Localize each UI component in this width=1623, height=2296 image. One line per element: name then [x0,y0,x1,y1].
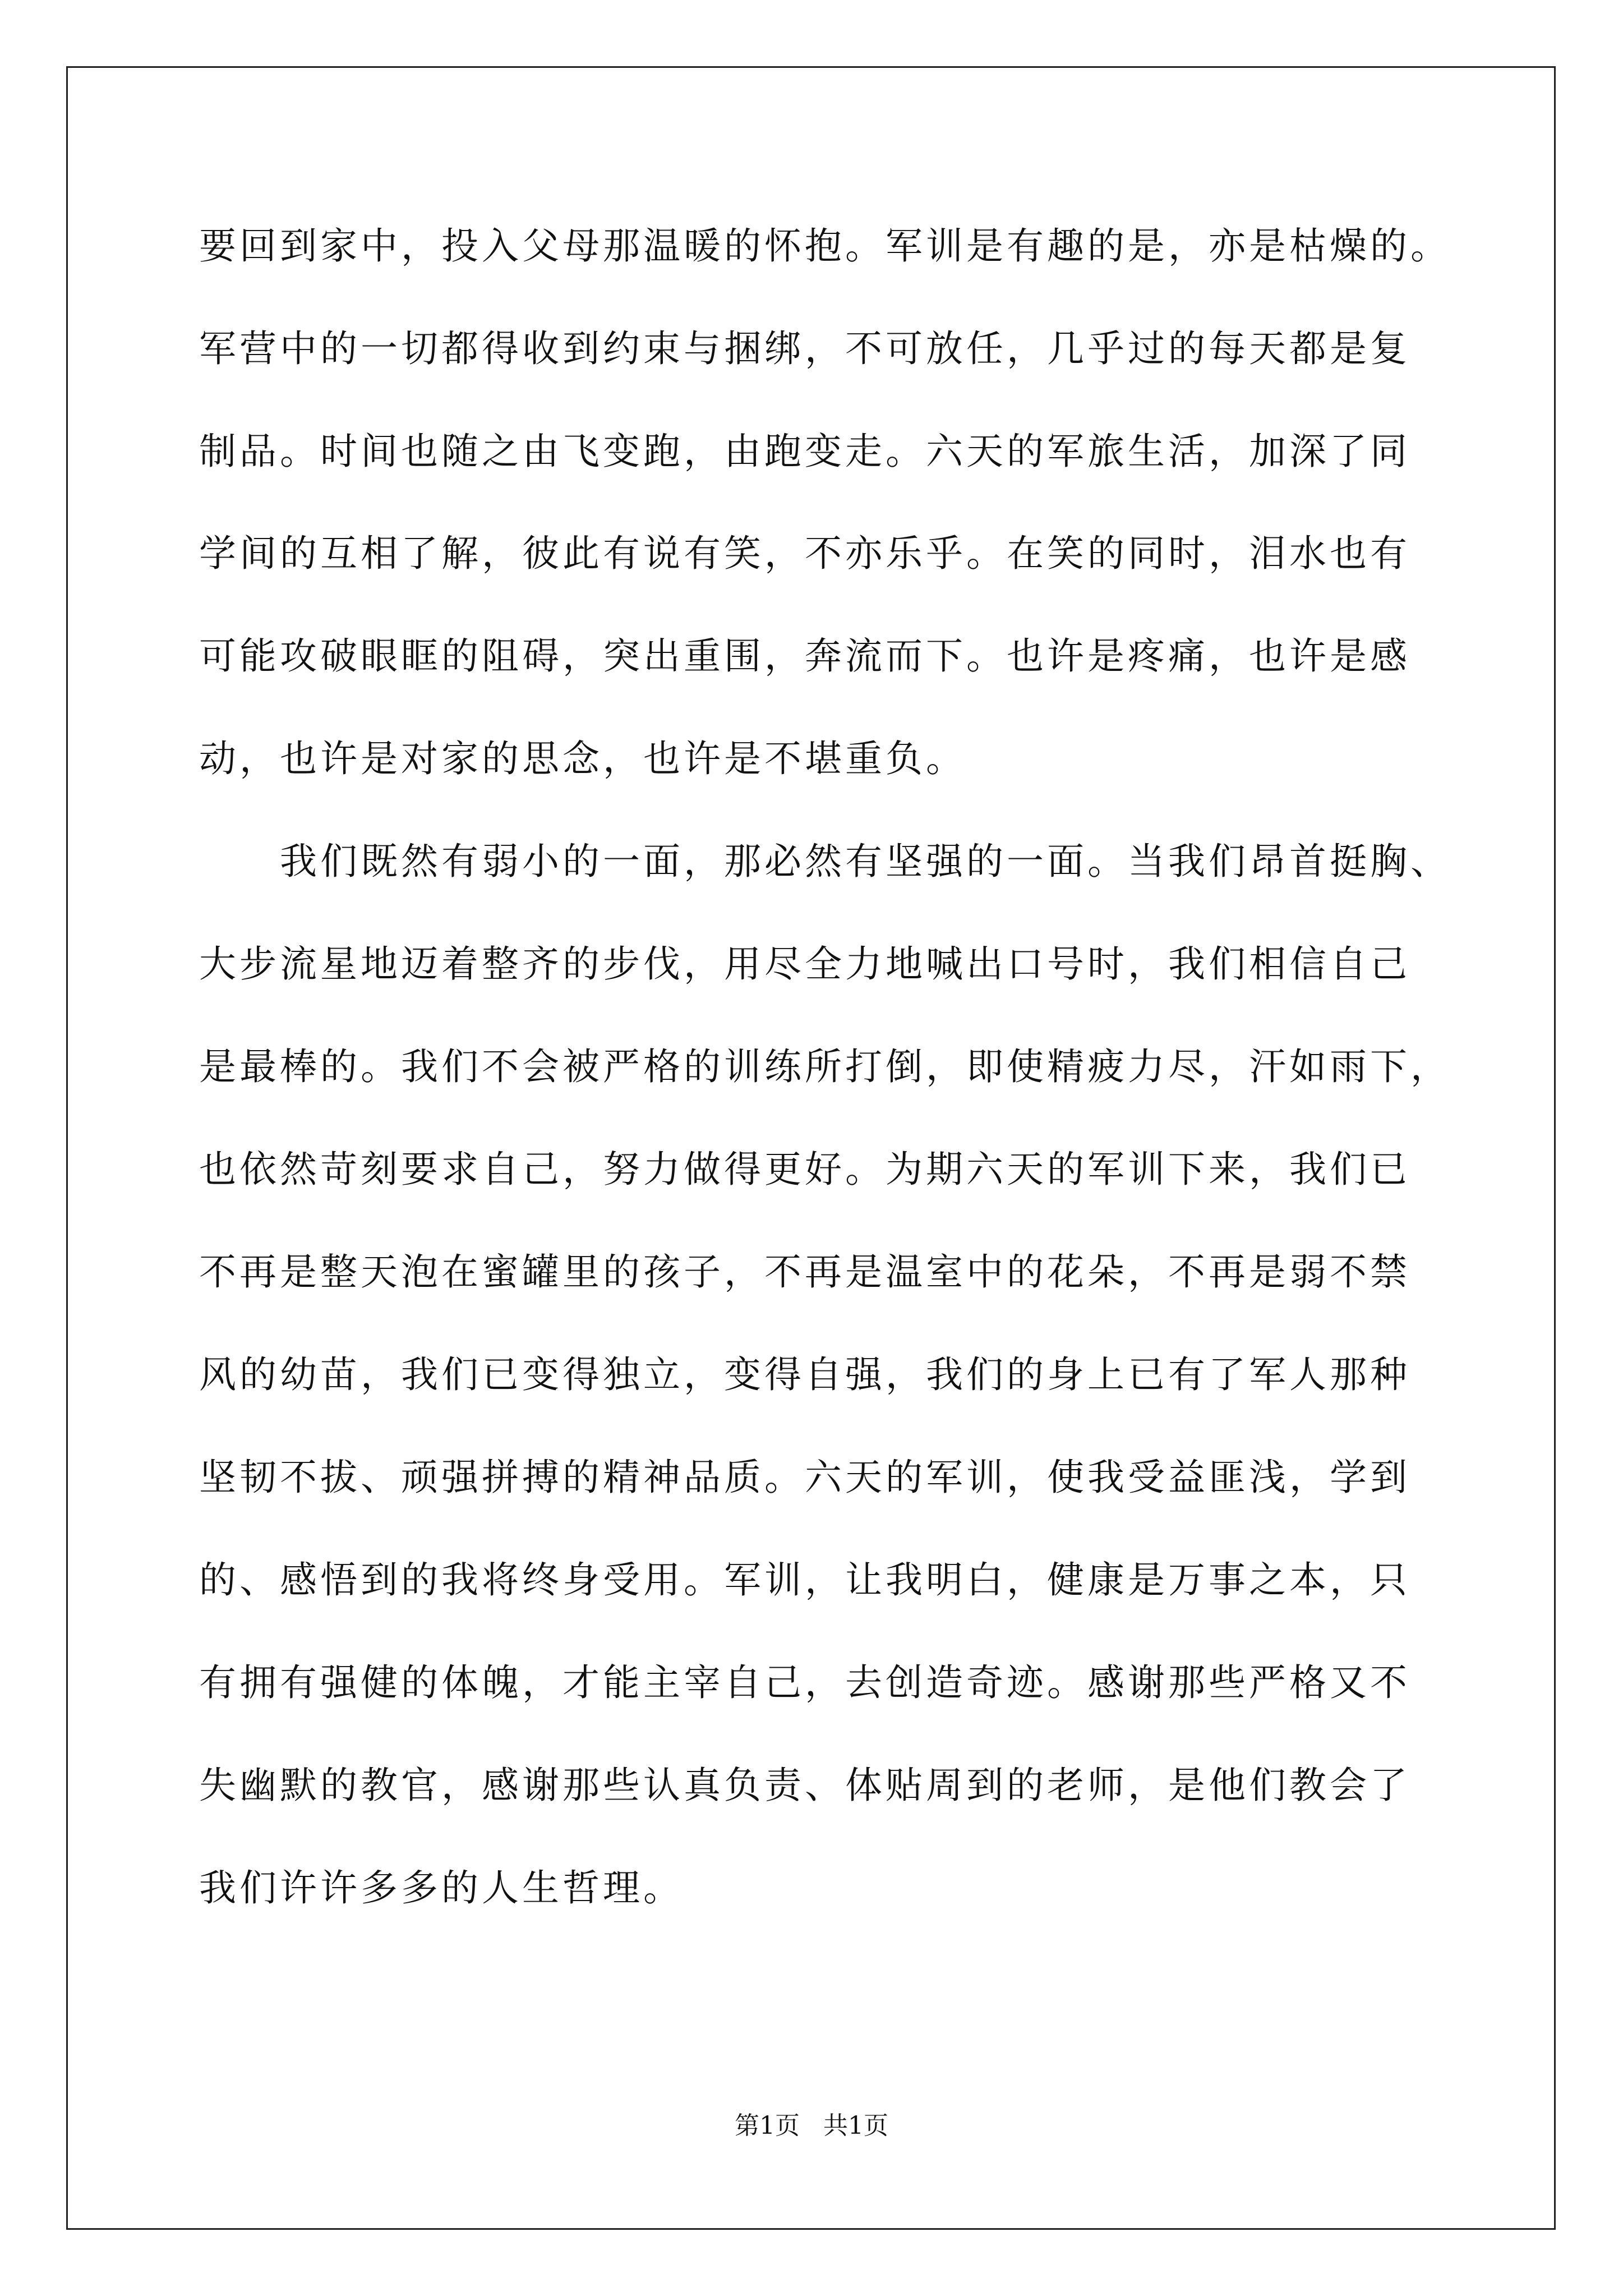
text-line: 制品。时间也随之由飞变跑，由跑变走。六天的军旅生活，加深了同 [199,430,1410,473]
text-line: 学间的互相了解，彼此有说有笑，不亦乐乎。在笑的同时，泪水也有 [199,532,1410,575]
text-line: 动，也许是对家的思念，也许是不堪重负。 [199,737,966,780]
text-line: 军营中的一切都得收到约束与捆绑，不可放任，几乎过的每天都是复 [199,327,1410,370]
text-line: 我们既然有弱小的一面，那必然有坚强的一面。当我们昂首挺胸、 [199,840,1451,883]
text-line: 坚韧不拔、顽强拼搏的精神品质。六天的军训，使我受益匪浅，学到 [199,1456,1410,1499]
text-line: 也依然苛刻要求自己，努力做得更好。为期六天的军训下来，我们已 [199,1148,1410,1191]
text-line: 风的幼苗，我们已变得独立，变得自强，我们的身上已有了军人那种 [199,1353,1410,1396]
text-line: 的、感悟到的我将终身受用。军训，让我明白，健康是万事之本，只 [199,1558,1410,1602]
text-line: 有拥有强健的体魄，才能主宰自己，去创造奇迹。感谢那些严格又不 [199,1661,1410,1704]
text-line: 是最棒的。我们不会被严格的训练所打倒，即使精疲力尽，汗如雨下， [199,1045,1451,1088]
text-line: 要回到家中，投入父母那温暖的怀抱。军训是有趣的是，亦是枯燥的。 [199,224,1451,268]
text-line: 我们许许多多的人生哲理。 [199,1866,684,1910]
text-line: 失幽默的教官，感谢那些认真负责、体贴周到的老师，是他们教会了 [199,1764,1410,1807]
text-line: 大步流星地迈着整齐的步伐，用尽全力地喊出口号时，我们相信自己 [199,942,1410,986]
page-number-footer: 第1页 共1页 [735,2111,888,2140]
text-line: 不再是整天泡在蜜罐里的孩子，不再是温室中的花朵，不再是弱不禁 [199,1250,1410,1294]
text-line: 可能攻破眼眶的阻碍，突出重围，奔流而下。也许是疼痛，也许是感 [199,634,1410,678]
